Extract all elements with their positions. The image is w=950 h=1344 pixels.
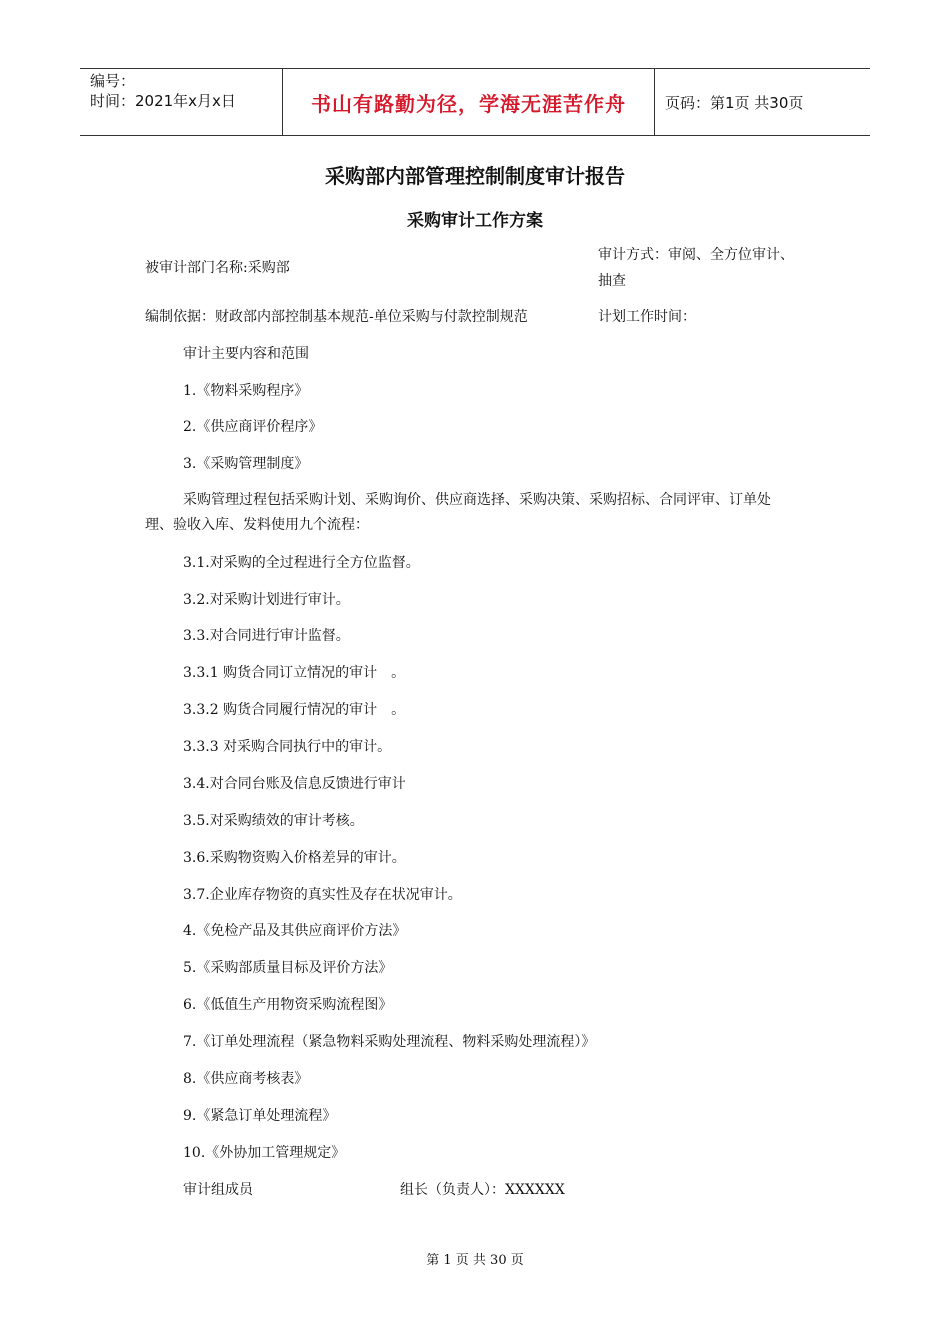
list-item: 5.《采购部质量目标及评价方法》 <box>183 960 393 976</box>
list-item: 8.《供应商考核表》 <box>183 1071 309 1087</box>
list-item: 4.《免检产品及其供应商评价方法》 <box>183 923 407 939</box>
list-item: 3.《采购管理制度》 <box>183 456 309 472</box>
compilation-basis: 编制依据：财政部内部控制基本规范-单位采购与付款控制规范 <box>145 309 528 325</box>
list-item: 3.4.对合同台账及信息反馈进行审计 <box>183 776 406 792</box>
header-meta <box>80 69 282 135</box>
list-item: 6.《低值生产用物资采购流程图》 <box>183 997 393 1013</box>
list-item: 3.5.对采购绩效的审计考核。 <box>183 813 364 829</box>
header-page-info: 页码：第1页 共30页 <box>665 93 804 112</box>
header-motto: 书山有路勤为径，学海无涯苦作舟 <box>282 69 655 135</box>
list-item: 3.3.对合同进行审计监督。 <box>183 628 350 644</box>
audit-team-label: 审计组成员 <box>183 1182 253 1198</box>
list-item: 1.《物料采购程序》 <box>183 383 309 399</box>
audited-department: 被审计部门名称:采购部 <box>145 260 290 276</box>
list-item: 9.《紧急订单处理流程》 <box>183 1108 337 1124</box>
list-item: 2.《供应商评价程序》 <box>183 419 323 435</box>
audit-method-line2: 抽查 <box>598 273 626 289</box>
process-paragraph: 采购管理过程包括采购计划、采购询价、供应商选择、采购决策、采购招标、合同评审、订单处理、验收入库、发料使用九个流程： <box>145 492 771 533</box>
page-footer: 第 1 页 共 30 页 <box>426 1253 524 1268</box>
content-heading: 审计主要内容和范围 <box>183 346 309 362</box>
list-item: 7.《订单处理流程（紧急物料采购处理流程、物料采购处理流程）》 <box>183 1034 596 1050</box>
document-title: 采购部内部管理控制制度审计报告 <box>325 164 625 188</box>
document-time-label: 时间：2021年x月x日 <box>90 92 236 110</box>
list-item: 10.《外协加工管理规定》 <box>183 1145 346 1161</box>
document-number-label: 编号： <box>90 72 136 90</box>
list-item: 3.2.对采购计划进行审计。 <box>183 592 350 608</box>
list-item: 3.6.采购物资购入价格差异的审计。 <box>183 850 406 866</box>
list-item: 3.3.3 对采购合同执行中的审计。 <box>183 739 392 755</box>
audit-method-line1: 审计方式：审阅、全方位审计、 <box>598 247 794 263</box>
document-subtitle: 采购审计工作方案 <box>407 211 543 231</box>
list-item: 3.3.1 购货合同订立情况的审计 。 <box>183 665 406 681</box>
list-item: 3.7.企业库存物资的真实性及存在状况审计。 <box>183 887 462 903</box>
audit-team-leader: 组长（负责人）：XXXXXX <box>400 1182 565 1198</box>
document-header <box>80 68 870 136</box>
planned-work-time: 计划工作时间： <box>598 309 696 325</box>
list-item: 3.1.对采购的全过程进行全方位监督。 <box>183 555 420 571</box>
list-item: 3.3.2 购货合同履行情况的审计 。 <box>183 702 406 718</box>
